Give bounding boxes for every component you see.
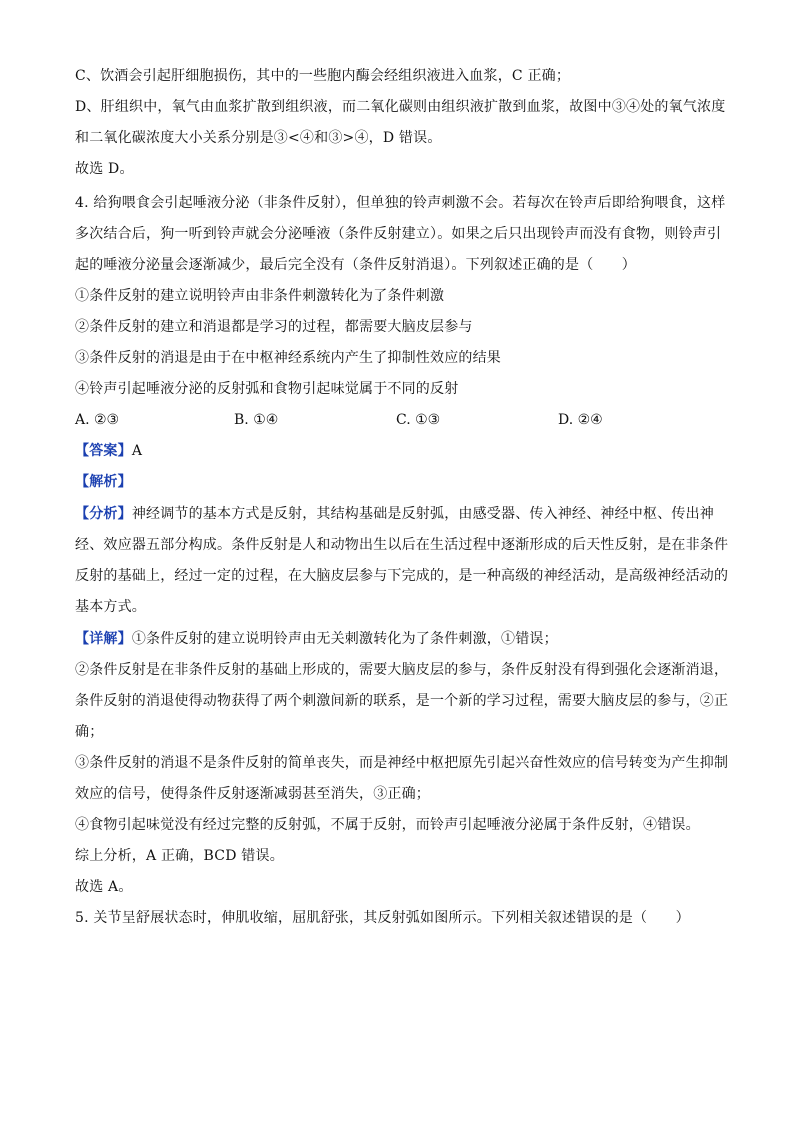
q4-statement-2: ②条件反射的建立和消退都是学习的过程，都需要大脑皮层参与 [75,319,473,335]
q4-conclusion: 故选 A。 [75,879,133,895]
q4-option-a: A. ②③ [75,412,120,428]
fenxi-text-1: 神经调节的基本方式是反射，其结构基础是反射弧，由感受器、传入神经、神经中枢、传出神 [131,506,715,522]
q4-answer [75,441,142,461]
q4-statement-3: ③条件反射的消退是由于在中枢神经系统内产生了抑制性效应的结果 [75,350,501,366]
q3-conclusion: 故选 D。 [75,161,134,177]
q4-xiangjie-line1 [75,629,558,649]
answer-tag: 【答案】 [75,443,132,459]
q5-stem: 5. 关节呈舒展状态时，伸肌收缩，屈肌舒张，其反射弧如图所示。下列相关叙述错误的是（ ） [75,910,690,926]
q4-xiangjie-line5: ③条件反射的消退不是条件反射的简单丧失，而是神经中枢把原先引起兴奋性效应的信号转变为产生抑制 [75,755,729,771]
q4-stem-line1: 4. 给狗喂食会引起唾液分泌（非条件反射），但单独的铃声刺激不会。若每次在铃声后即给狗喂食，这样 [75,195,726,211]
q4-xiangjie-line3: 条件反射的消退使得动物获得了两个刺激间新的联系，是一个新的学习过程，需要大脑皮层的参与，②正 [75,693,729,709]
xiangjie-text-1: ①条件反射的建立说明铃声由无关刺激转化为了条件刺激，①错误； [131,631,558,647]
answer-value: A [131,443,143,459]
q3-option-c-explanation: C、饮酒会引起肝细胞损伤，其中的一些胞内酶会经组织液进入血浆，C 正确； [75,68,571,84]
q4-option-d: D. ②④ [558,412,603,428]
q4-xiangjie-line2: ②条件反射是在非条件反射的基础上形成的，需要大脑皮层的参与，条件反射没有得到强化会逐渐消退， [75,662,729,678]
q4-xiangjie-line4: 确； [75,724,104,740]
q4-statement-4: ④铃声引起唾液分泌的反射弧和食物引起味觉属于不同的反射 [75,381,459,397]
q4-fenxi-line1 [75,504,714,524]
q4-stem-line3: 起的唾液分泌量会逐渐减少，最后完全没有（条件反射消退）。下列叙述正确的是（ ） [75,257,636,273]
analysis-tag: 【解析】 [75,474,132,490]
q4-option-c: C. ①③ [396,412,441,428]
q4-fenxi-line3: 反射的基础上，经过一定的过程，在大脑皮层参与下完成的，是一种高级的神经活动，是高级神经活动的 [75,568,729,584]
q4-xiangjie-line6: 效应的信号，使得条件反射逐渐减弱甚至消失，③正确； [75,786,430,802]
q4-stem-line2: 多次结合后，狗一听到铃声就会分泌唾液（条件反射建立）。如果之后只出现铃声而没有食物，则铃声引 [75,226,722,242]
xiangjie-tag: 【详解】 [75,631,132,647]
q4-analysis-heading [75,472,132,492]
q4-summary: 综上分析，A 正确，BCD 错误。 [75,848,284,864]
q4-statement-1: ①条件反射的建立说明铃声由非条件刺激转化为了条件刺激 [75,288,445,304]
q3-option-d-explanation-line2: 和二氧化碳浓度大小关系分别是③<④和③>④，D 错误。 [75,130,442,146]
fenxi-tag: 【分析】 [75,506,132,522]
q4-option-b: B. ①④ [234,412,279,428]
q4-xiangjie-line7: ④食物引起味觉没有经过完整的反射弧，不属于反射，而铃声引起唾液分泌属于条件反射，④错误。 [75,817,700,833]
q4-fenxi-line4: 基本方式。 [75,599,146,615]
q4-fenxi-line2: 经、效应器五部分构成。条件反射是人和动物出生以后在生活过程中逐渐形成的后天性反射，是在非条件 [75,537,729,553]
q3-option-d-explanation-line1: D、肝组织中，氧气由血浆扩散到组织液，而二氧化碳则由组织液扩散到血浆，故图中③④处的氧气浓度 [75,99,726,115]
